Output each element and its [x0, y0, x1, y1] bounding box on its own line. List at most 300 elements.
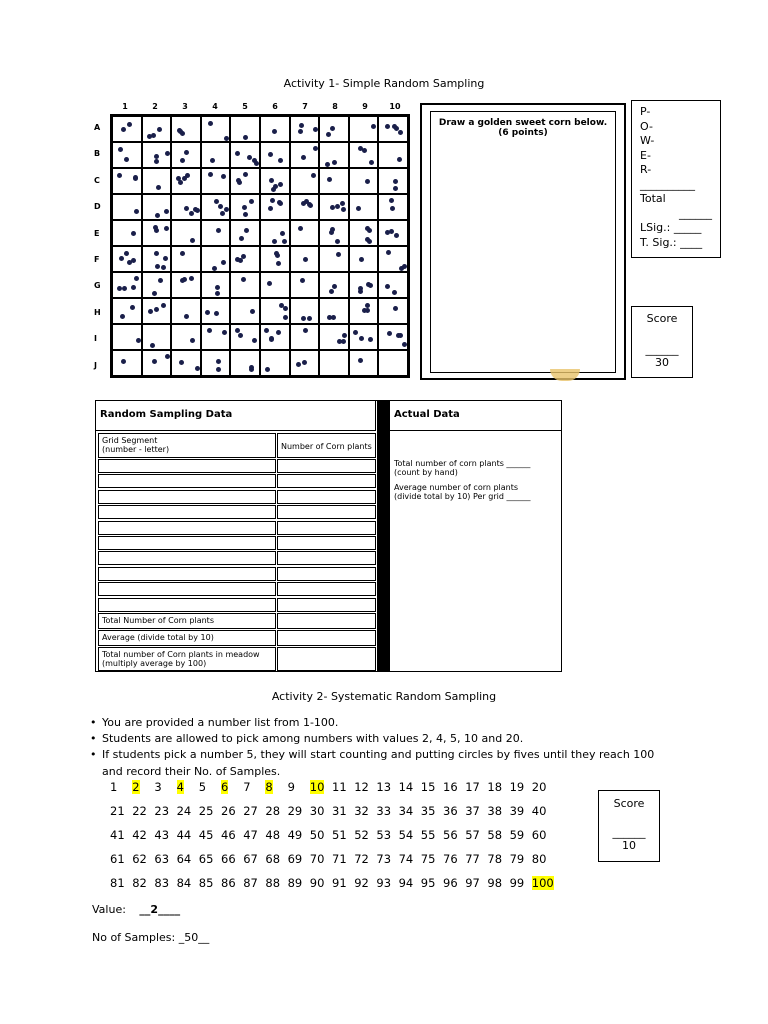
power-p: P-	[640, 105, 651, 118]
number-73[interactable]: 73	[376, 852, 392, 866]
number-31[interactable]: 31	[332, 804, 347, 818]
corn-plant-dot	[215, 291, 220, 296]
grid-cell	[112, 220, 142, 246]
grid-cell	[349, 350, 379, 376]
corn-plant-dot	[237, 180, 242, 185]
number-82[interactable]: 82	[132, 876, 147, 890]
power-tsig: T. Sig.: ____	[640, 235, 703, 249]
grid-cell	[290, 272, 320, 298]
number-65[interactable]: 65	[198, 852, 214, 866]
actual-avg-sub: (divide total by 10) Per grid ______	[394, 492, 531, 501]
corn-plant-dot	[224, 136, 229, 141]
number-39[interactable]: 39	[509, 804, 525, 818]
grid-cell	[142, 350, 172, 376]
number-60[interactable]: 60	[531, 828, 547, 842]
number-61[interactable]: 61	[110, 852, 125, 866]
corn-plant-dot	[399, 266, 404, 271]
corn-plant-dot	[393, 179, 398, 184]
corn-plant-dot	[329, 289, 334, 294]
number-15[interactable]: 15	[420, 780, 436, 794]
number-55[interactable]: 55	[420, 828, 436, 842]
number-93[interactable]: 93	[376, 876, 392, 890]
corn-plant-dot	[235, 151, 240, 156]
grid-cell	[349, 142, 379, 168]
corn-plant-dot	[222, 330, 227, 335]
score-line: ______	[612, 826, 646, 839]
corn-plant-dot	[358, 286, 363, 291]
corn-count-input[interactable]	[277, 582, 376, 596]
corn-plant-dot	[335, 204, 340, 209]
corn-plant-dot	[131, 285, 136, 290]
corn-plant-dot	[270, 198, 275, 203]
score-line: ______	[645, 343, 679, 356]
number-80[interactable]: 80	[531, 852, 547, 866]
actual-total-sub: (count by hand)	[394, 468, 458, 477]
number-6[interactable]: 6	[221, 780, 229, 794]
number-84[interactable]: 84	[176, 876, 192, 890]
number-76[interactable]: 76	[443, 852, 458, 866]
corn-plant-dot	[208, 121, 213, 126]
grid-cell	[142, 220, 172, 246]
grid-col-8: 8	[332, 102, 338, 111]
number-29[interactable]: 29	[287, 804, 303, 818]
corn-plant-dot	[301, 155, 306, 160]
number-74[interactable]: 74	[398, 852, 414, 866]
number-72[interactable]: 72	[354, 852, 369, 866]
bullet-3-continued: and record their No. of Samples.	[102, 765, 281, 778]
number-86[interactable]: 86	[221, 876, 236, 890]
grid-cell	[230, 168, 260, 194]
corn-count-header: Number of Corn plants	[277, 433, 376, 458]
number-19[interactable]: 19	[509, 780, 525, 794]
corn-plant-dot	[153, 225, 158, 230]
corn-plant-dot	[241, 277, 246, 282]
number-41[interactable]: 41	[110, 828, 125, 842]
corn-plant-dot	[368, 337, 373, 342]
corn-plant-dot	[368, 283, 373, 288]
number-100[interactable]: 100	[531, 876, 554, 890]
corn-plant-dot	[221, 174, 226, 179]
corn-plant-dot	[122, 286, 127, 291]
number-24[interactable]: 24	[176, 804, 192, 818]
grid-cell	[319, 220, 349, 246]
number-95[interactable]: 95	[420, 876, 436, 890]
grid-cell	[349, 272, 379, 298]
number-88[interactable]: 88	[265, 876, 281, 890]
corn-plant-dot	[179, 360, 184, 365]
corn-plant-dot	[127, 122, 132, 127]
number-58[interactable]: 58	[487, 828, 503, 842]
number-1[interactable]: 1	[110, 780, 118, 794]
number-50[interactable]: 50	[309, 828, 325, 842]
activity1-score-box	[631, 306, 693, 378]
segment-input[interactable]	[98, 490, 276, 504]
corn-plant-dot	[365, 179, 370, 184]
corn-count-input[interactable]	[277, 459, 376, 473]
table-divider	[377, 401, 390, 671]
draw-points: (6 points)	[498, 128, 548, 138]
corn-field-grid	[110, 114, 410, 378]
corn-plant-dot	[238, 333, 243, 338]
corn-plant-dot	[326, 132, 331, 137]
number-89[interactable]: 89	[287, 876, 303, 890]
corn-plant-dot	[359, 257, 364, 262]
grid-cell	[201, 350, 231, 376]
grid-cell	[260, 194, 290, 220]
number-69[interactable]: 69	[287, 852, 303, 866]
number-37[interactable]: 37	[465, 804, 480, 818]
number-63[interactable]: 63	[154, 852, 170, 866]
segment-input[interactable]	[98, 536, 276, 550]
grid-cell	[201, 220, 231, 246]
corn-plant-dot	[163, 256, 168, 261]
corn-plant-dot	[330, 205, 335, 210]
number-91[interactable]: 91	[332, 876, 347, 890]
number-77[interactable]: 77	[465, 852, 480, 866]
grid-cell	[142, 272, 172, 298]
corn-plant-dot	[131, 258, 136, 263]
corn-plant-dot	[241, 254, 246, 259]
grid-cell	[349, 116, 379, 142]
number-78[interactable]: 78	[487, 852, 503, 866]
corn-plant-dot	[252, 158, 257, 163]
corn-plant-dot	[356, 206, 361, 211]
grid-cell	[171, 142, 201, 168]
number-26[interactable]: 26	[221, 804, 236, 818]
number-44[interactable]: 44	[176, 828, 192, 842]
average-row-input[interactable]	[277, 630, 376, 646]
corn-plant-dot	[301, 201, 306, 206]
corn-count-input[interactable]	[277, 521, 376, 535]
corn-plant-dot	[283, 315, 288, 320]
corn-plant-dot	[216, 367, 221, 372]
number-34[interactable]: 34	[398, 804, 414, 818]
number-59[interactable]: 59	[509, 828, 525, 842]
corn-plant-dot	[124, 157, 129, 162]
activity2-score-box	[598, 790, 660, 862]
segment-input[interactable]	[98, 521, 276, 535]
value-answer[interactable]: __2____	[139, 903, 181, 916]
grid-col-10: 10	[389, 102, 401, 111]
number-5[interactable]: 5	[198, 780, 207, 794]
corn-plant-dot	[393, 186, 398, 191]
number-90[interactable]: 90	[309, 876, 325, 890]
segment-input[interactable]	[98, 598, 276, 612]
corn-count-input[interactable]	[277, 490, 376, 504]
number-85[interactable]: 85	[198, 876, 214, 890]
number-70[interactable]: 70	[309, 852, 325, 866]
grid-cell	[378, 142, 408, 168]
corn-plant-dot	[278, 158, 283, 163]
corn-plant-dot	[278, 182, 283, 187]
number-66[interactable]: 66	[221, 852, 236, 866]
number-64[interactable]: 64	[176, 852, 192, 866]
number-11[interactable]: 11	[332, 780, 347, 794]
grid-cell	[230, 220, 260, 246]
number-46[interactable]: 46	[221, 828, 236, 842]
corn-plant-dot	[215, 285, 220, 290]
number-87[interactable]: 87	[243, 876, 258, 890]
number-42[interactable]: 42	[132, 828, 147, 842]
corn-plant-dot	[184, 206, 189, 211]
number-8[interactable]: 8	[265, 780, 273, 794]
corn-plant-dot	[158, 278, 163, 283]
segment-input[interactable]	[98, 567, 276, 581]
grid-cell	[260, 350, 290, 376]
corn-plant-dot	[265, 367, 270, 372]
number-18[interactable]: 18	[487, 780, 503, 794]
number-83[interactable]: 83	[154, 876, 170, 890]
number-71[interactable]: 71	[332, 852, 347, 866]
total-row-input[interactable]	[277, 613, 376, 629]
segment-input[interactable]	[98, 551, 276, 565]
number-14[interactable]: 14	[398, 780, 414, 794]
grid-cell	[260, 324, 290, 350]
grid-cell	[319, 116, 349, 142]
number-96[interactable]: 96	[443, 876, 458, 890]
grid-cell	[319, 272, 349, 298]
grid-cell	[349, 194, 379, 220]
corn-plant-dot	[341, 339, 346, 344]
number-53[interactable]: 53	[376, 828, 392, 842]
segment-input[interactable]	[98, 459, 276, 473]
number-38[interactable]: 38	[487, 804, 503, 818]
corn-plant-dot	[335, 239, 340, 244]
meadow-row-input[interactable]	[277, 647, 376, 671]
number-47[interactable]: 47	[243, 828, 258, 842]
corn-plant-dot	[392, 290, 397, 295]
actual-data-header: Actual Data	[390, 401, 562, 431]
corn-plant-dot	[313, 146, 318, 151]
number-2[interactable]: 2	[132, 780, 140, 794]
power-line: __________	[640, 177, 695, 191]
corn-plant-dot	[330, 126, 335, 131]
number-48[interactable]: 48	[265, 828, 281, 842]
number-81[interactable]: 81	[110, 876, 125, 890]
corn-plant-dot	[359, 336, 364, 341]
corn-count-input[interactable]	[277, 598, 376, 612]
power-o: O-	[640, 119, 653, 133]
number-32[interactable]: 32	[354, 804, 369, 818]
samples-answer[interactable]: _50__	[178, 931, 210, 944]
grid-cell	[260, 220, 290, 246]
grid-cell	[378, 298, 408, 324]
grid-cell	[260, 168, 290, 194]
grid-cell	[112, 324, 142, 350]
number-21[interactable]: 21	[110, 804, 125, 818]
grid-row-H: H	[94, 307, 101, 317]
corn-count-input[interactable]	[277, 505, 376, 519]
grid-cell	[230, 194, 260, 220]
grid-cell	[378, 168, 408, 194]
grid-cell	[260, 142, 290, 168]
power-total-line: ______	[679, 206, 712, 220]
corn-plant-dot	[220, 211, 225, 216]
number-12[interactable]: 12	[354, 780, 369, 794]
number-7[interactable]: 7	[243, 780, 251, 794]
number-30[interactable]: 30	[309, 804, 325, 818]
draw-prompt: Draw a golden sweet corn below.	[438, 118, 608, 128]
grid-cell	[290, 324, 320, 350]
grid-cell	[112, 298, 142, 324]
number-51[interactable]: 51	[332, 828, 347, 842]
grid-cell	[171, 220, 201, 246]
grid-cell	[290, 350, 320, 376]
corn-plant-dot	[367, 239, 372, 244]
corn-plant-dot	[267, 281, 272, 286]
corn-count-input[interactable]	[277, 474, 376, 488]
corn-plant-dot	[180, 251, 185, 256]
segment-input[interactable]	[98, 505, 276, 519]
number-10[interactable]: 10	[309, 780, 325, 794]
corn-plant-dot	[216, 228, 221, 233]
grid-cell	[290, 168, 320, 194]
number-22[interactable]: 22	[132, 804, 147, 818]
number-45[interactable]: 45	[198, 828, 214, 842]
grid-cell	[230, 298, 260, 324]
corn-plant-dot	[389, 198, 394, 203]
value-line	[92, 903, 180, 916]
actual-data-content	[394, 459, 560, 501]
corn-plant-dot	[156, 185, 161, 190]
corn-plant-dot	[327, 315, 332, 320]
grid-row-J: J	[94, 360, 97, 370]
number-27[interactable]: 27	[243, 804, 258, 818]
number-35[interactable]: 35	[420, 804, 436, 818]
number-36[interactable]: 36	[443, 804, 458, 818]
power-w: W-	[640, 134, 655, 147]
segment-input[interactable]	[98, 474, 276, 488]
number-28[interactable]: 28	[265, 804, 281, 818]
grid-row-E: E	[94, 228, 100, 238]
corn-plant-dot	[152, 291, 157, 296]
corn-plant-dot	[221, 260, 226, 265]
corn-plant-dot	[362, 308, 367, 313]
grid-cell	[319, 324, 349, 350]
number-79[interactable]: 79	[509, 852, 525, 866]
corn-plant-dot	[154, 159, 159, 164]
number-99[interactable]: 99	[509, 876, 525, 890]
number-56[interactable]: 56	[443, 828, 458, 842]
grid-cell	[378, 194, 408, 220]
corn-plant-dot	[325, 162, 330, 167]
corn-plant-dot	[313, 127, 318, 132]
number-16[interactable]: 16	[443, 780, 458, 794]
corn-plant-dot	[303, 257, 308, 262]
corn-plant-dot	[161, 303, 166, 308]
grid-cell	[230, 116, 260, 142]
corn-plant-dot	[243, 135, 248, 140]
grid-cell	[201, 142, 231, 168]
grid-cell	[290, 142, 320, 168]
bullet-3: • If students pick a number 5, they will start counting and putting circles by fives until they reach 100	[90, 748, 654, 761]
number-75[interactable]: 75	[420, 852, 436, 866]
number-54[interactable]: 54	[398, 828, 414, 842]
corn-plant-dot	[369, 160, 374, 165]
grid-cell	[112, 194, 142, 220]
corn-plant-dot	[397, 157, 402, 162]
grid-cell	[230, 350, 260, 376]
corn-plant-dot	[264, 328, 269, 333]
grid-cell	[349, 324, 379, 350]
number-17[interactable]: 17	[465, 780, 480, 794]
grid-cell	[230, 142, 260, 168]
draw-corn-box	[420, 103, 626, 380]
grid-cell	[290, 220, 320, 246]
corn-plant-dot	[271, 187, 276, 192]
grid-cell	[142, 116, 172, 142]
corn-count-input[interactable]	[277, 536, 376, 550]
number-13[interactable]: 13	[376, 780, 392, 794]
total-row-label: Total Number of Corn plants	[98, 613, 276, 629]
number-52[interactable]: 52	[354, 828, 369, 842]
corn-plant-dot	[182, 176, 187, 181]
grid-cell	[319, 142, 349, 168]
number-98[interactable]: 98	[487, 876, 503, 890]
grid-cell	[201, 272, 231, 298]
corn-plant-dot	[131, 231, 136, 236]
number-4[interactable]: 4	[176, 780, 184, 794]
corn-plant-dot	[276, 261, 281, 266]
draw-area[interactable]	[430, 111, 616, 373]
random-sampling-header: Random Sampling Data	[96, 401, 376, 431]
number-25[interactable]: 25	[198, 804, 214, 818]
number-62[interactable]: 62	[132, 852, 147, 866]
corn-plant-dot	[244, 228, 249, 233]
corn-plant-dot	[184, 150, 189, 155]
grid-col-3: 3	[182, 102, 188, 111]
corn-plant-dot	[117, 173, 122, 178]
grid-col-2: 2	[152, 102, 158, 111]
number-94[interactable]: 94	[398, 876, 414, 890]
number-33[interactable]: 33	[376, 804, 392, 818]
number-57[interactable]: 57	[465, 828, 480, 842]
number-67[interactable]: 67	[243, 852, 258, 866]
number-9[interactable]: 9	[287, 780, 295, 794]
grid-cell	[378, 220, 408, 246]
corn-plant-dot	[336, 252, 341, 257]
corn-plant-dot	[298, 226, 303, 231]
col1-sub: (number - letter)	[102, 445, 170, 454]
corn-plant-dot	[249, 199, 254, 204]
number-92[interactable]: 92	[354, 876, 369, 890]
number-23[interactable]: 23	[154, 804, 170, 818]
number-49[interactable]: 49	[287, 828, 303, 842]
meadow-row-label	[98, 647, 276, 671]
number-20[interactable]: 20	[531, 780, 547, 794]
number-3[interactable]: 3	[154, 780, 162, 794]
grid-col-1: 1	[122, 102, 128, 111]
corn-count-input[interactable]	[277, 551, 376, 565]
number-40[interactable]: 40	[531, 804, 547, 818]
number-43[interactable]: 43	[154, 828, 170, 842]
number-68[interactable]: 68	[265, 852, 281, 866]
corn-plant-dot	[311, 173, 316, 178]
corn-plant-dot	[243, 172, 248, 177]
grid-cell	[290, 246, 320, 272]
number-97[interactable]: 97	[465, 876, 480, 890]
segment-input[interactable]	[98, 582, 276, 596]
grid-cell	[201, 116, 231, 142]
corn-plant-dot	[195, 208, 200, 213]
grid-col-7: 7	[302, 102, 308, 111]
corn-count-input[interactable]	[277, 567, 376, 581]
grid-col-5: 5	[242, 102, 248, 111]
grid-cell	[171, 168, 201, 194]
corn-plant-dot	[283, 306, 288, 311]
corn-plant-dot	[330, 227, 335, 232]
corn-plant-dot	[358, 358, 363, 363]
